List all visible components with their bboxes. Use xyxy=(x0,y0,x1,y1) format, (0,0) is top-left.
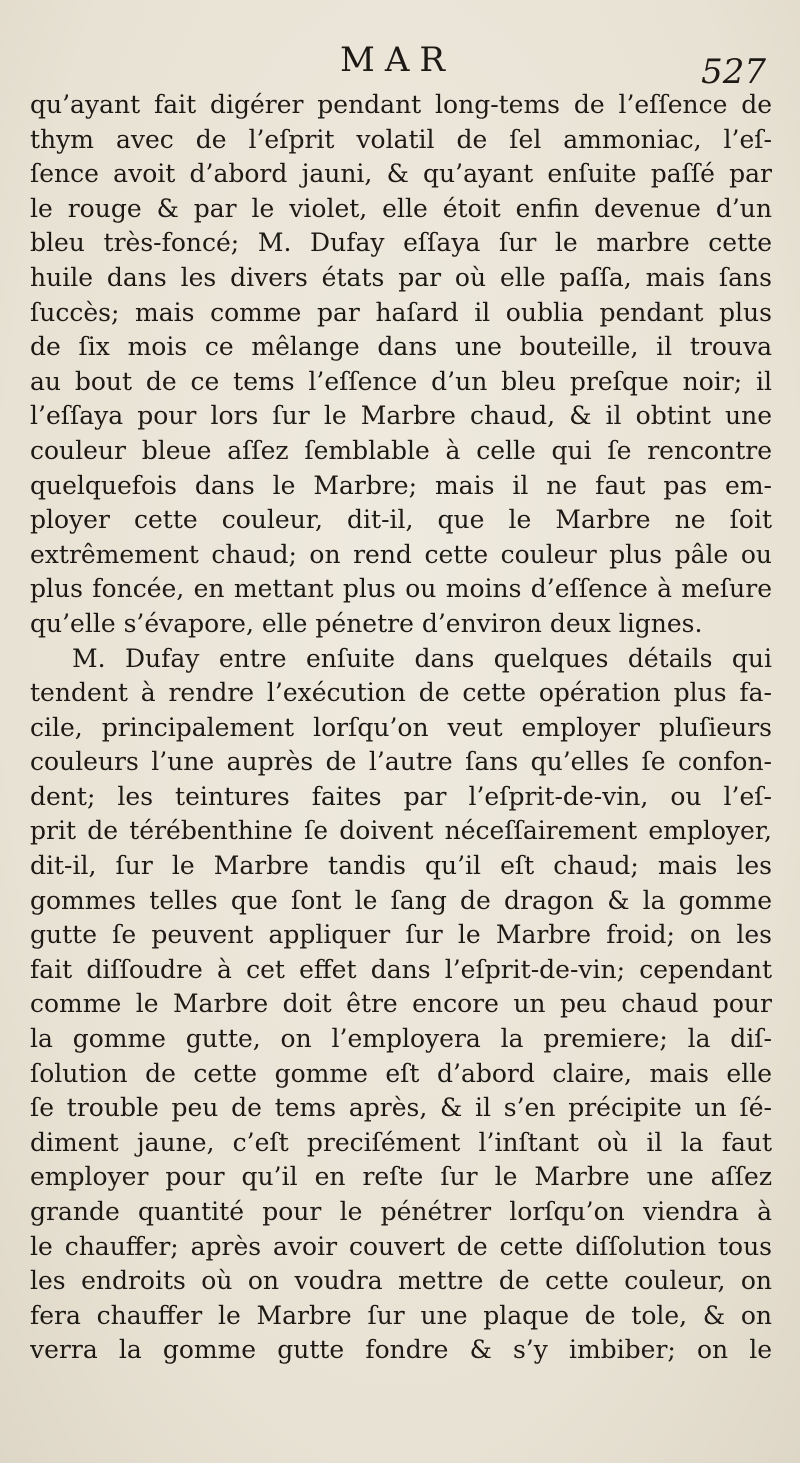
text-line: cile, principalement lorſqu’on veut employer pluſieurs xyxy=(30,712,772,742)
text-line: qu’ayant fait digérer pendant long-tems de l’eſſence de xyxy=(30,90,772,119)
text-line: dit-il, ſur le Marbre tandis qu’il eſt chaud; mais les xyxy=(30,851,772,881)
text-line: la gomme gutte, on l’employera la premiere; la diſ- xyxy=(30,1024,772,1054)
text-line: fait diſſoudre à cet effet dans l’eſprit-de-vin; cependant xyxy=(30,954,772,984)
text-line: thym avec de l’eſprit volatil de ſel ammoniac, l’eſ- xyxy=(30,124,772,154)
text-line: ſe trouble peu de tems après, & il s’en précipite un ſé- xyxy=(30,1093,772,1123)
text-line: le chauffer; après avoir couvert de cette diſſolution tous xyxy=(30,1231,772,1261)
body-text xyxy=(30,88,772,1368)
text-line: ſuccès; mais comme par haſard il oublia pendant plus xyxy=(30,297,772,327)
text-line: couleurs l’une auprès de l’autre ſans qu’elles ſe confon- xyxy=(30,747,772,777)
text-line: fera chauffer le Marbre ſur une plaque de tole, & on xyxy=(30,1300,772,1330)
text-line: ſence avoit d’abord jauni, & qu’ayant enſuite paſſé par xyxy=(30,159,772,189)
page-number: 527 xyxy=(701,52,766,92)
text-line: M. Dufay entre enſuite dans quelques détails qui xyxy=(72,643,772,673)
text-line: huile dans les divers états par où elle paſſa, mais ſans xyxy=(30,262,772,292)
text-line: couleur bleue aſſez ſemblable à celle qui ſe rencontre xyxy=(30,435,772,465)
text-line: qu’elle s’évapore, elle pénetre d’environ deux lignes. xyxy=(30,608,703,638)
text-line: verra la gomme gutte fondre & s’y imbiber; on le xyxy=(30,1335,772,1365)
text-line: diment jaune, c’eſt preciſément l’inſtant où il la faut xyxy=(30,1127,772,1157)
text-line: les endroits où on voudra mettre de cette couleur, on xyxy=(30,1266,772,1296)
text-line: extrêmement chaud; on rend cette couleur plus pâle ou xyxy=(30,539,772,569)
text-line: gutte ſe peuvent appliquer ſur le Marbre froid; on les xyxy=(30,920,772,950)
running-head: MAR xyxy=(340,40,455,80)
text-line: au bout de ce tems l’eſſence d’un bleu preſque noir; il xyxy=(30,366,772,396)
text-line: prit de térébenthine ſe doivent néceſſairement employer, xyxy=(30,816,772,846)
text-line: dent; les teintures faites par l’eſprit-de-vin, ou l’eſ- xyxy=(30,781,772,811)
text-line: employer pour qu’il en reſte ſur le Marbre une aſſez xyxy=(30,1162,772,1192)
text-line: plus foncée, en mettant plus ou moins d’eſſence à meſure xyxy=(30,574,772,604)
text-line: le rouge & par le violet, elle étoit enfin devenue d’un xyxy=(30,193,772,223)
text-line: ployer cette couleur, dit-il, que le Marbre ne ſoit xyxy=(30,505,772,535)
text-line: gommes telles que ſont le ſang de dragon & la gomme xyxy=(30,885,772,915)
text-line: l’eſſaya pour lors ſur le Marbre chaud, & il obtint une xyxy=(30,401,772,431)
text-line: de ſix mois ce mêlange dans une bouteille, il trouva xyxy=(30,332,772,362)
text-line: quelquefois dans le Marbre; mais il ne faut pas em- xyxy=(30,470,772,500)
text-line: ſolution de cette gomme eſt d’abord claire, mais elle xyxy=(30,1058,772,1088)
text-line: comme le Marbre doit être encore un peu chaud pour xyxy=(30,989,772,1019)
page-header xyxy=(0,40,800,90)
text-line: grande quantité pour le pénétrer lorſqu’on viendra à xyxy=(30,1197,772,1226)
text-line: bleu très-foncé; M. Dufay eſſaya ſur le marbre cette xyxy=(30,228,772,258)
text-line: tendent à rendre l’exécution de cette opération plus fa- xyxy=(30,678,772,708)
